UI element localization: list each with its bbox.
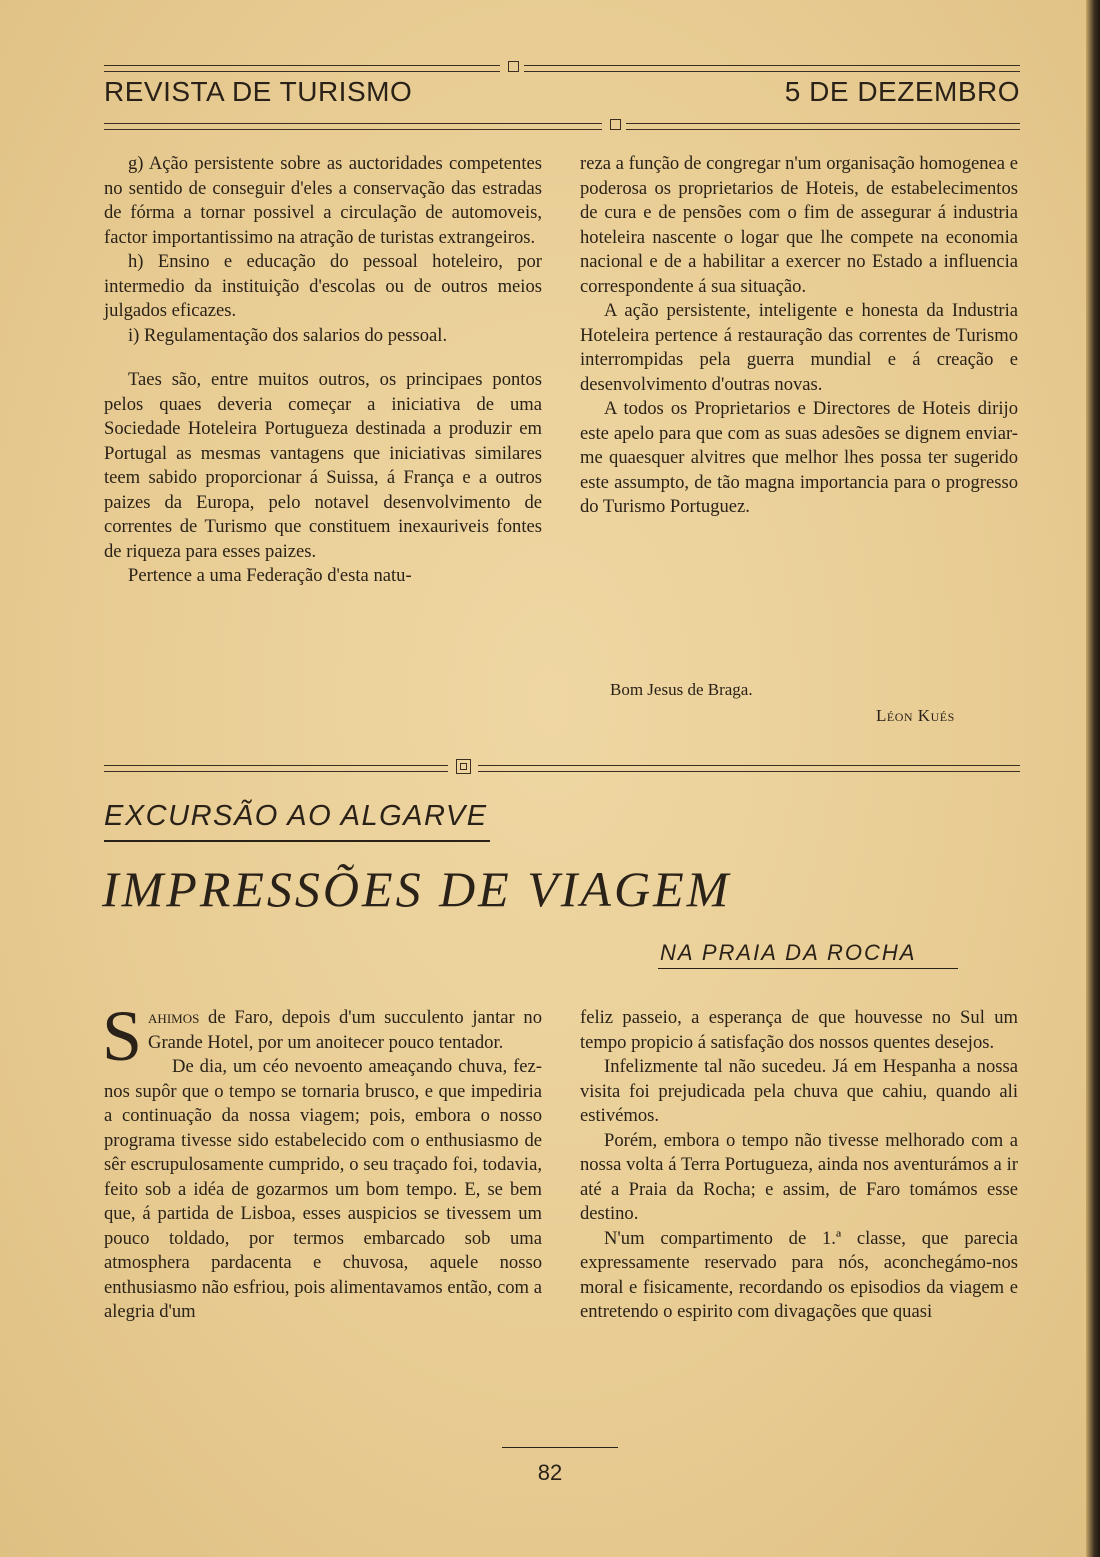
paragraph: Taes são, entre muitos outros, os principaes pontos pelos quaes deveria começar a iniciativa de uma Sociedade Hoteleira Portugueza destinada a produzir em Portugal as mesmas vantagens que iniciativas similares teem sabido proporcionar á Suissa, á França e a outros paizes da Europa, pelo notavel desenvolvimento de correntes de Turismo que constituem inexauriveis fontes de riqueza para esses paizes. — [104, 369, 542, 562]
section-divider-rule — [104, 762, 1020, 774]
opening-paragraph — [102, 996, 542, 1076]
lead-article-left-column — [104, 152, 542, 589]
paragraph: reza a função de congregar n'um organisação homogenea e poderosa os proprietarios de Hoteis, de estabelecimentos de cura e de pensões com o fim de assegurar á industria hoteleira nascente o logar que lhe compete na economia nacional e de a habilitar a exercer no Estado a influencia correspondente á sua situação. — [580, 153, 1018, 297]
opening-small-caps: ahimos — [148, 1007, 200, 1028]
paragraph: A ação persistente, inteligente e honesta da Industria Hoteleira pertence á restauração das correntes de Turismo interrompidas pela guerra mundial e á creação e desenvolvimento d'outras novas. — [580, 300, 1018, 395]
signature-author: Léon Kués — [876, 706, 955, 725]
kicker-underline — [104, 840, 490, 842]
feature-subtitle: NA PRAIA DA ROCHA — [660, 940, 917, 965]
opening-text: de Faro, depois d'um succulento jantar no Grande Hotel, por um anoitecer pouco tentador. — [148, 1007, 542, 1053]
page-edge-shadow — [1086, 0, 1100, 1557]
paragraph: N'um compartimento de 1.ª classe, que parecia expressamente reservado para nós, aconchegámo-nos moral e fisicamente, recordando os episodios da viagem e entretendo o espirito com divagações que quasi — [580, 1227, 1018, 1322]
feature-left-column — [102, 996, 542, 1325]
paragraph: feliz passeio, a esperança de que houvesse no Sul um tempo propicio á satisfação dos nossos quentes desejos. — [580, 1007, 1018, 1053]
running-title: REVISTA DE TURISMO — [104, 76, 413, 107]
paragraph: A todos os Proprietarios e Directores de Hoteis dirijo este apelo para que com as suas adesões se dignem enviar-me quaesquer alvitres que melhor lhes possa ter sugerido este assumpto, de tão magna importancia para o progresso do Turismo Portuguez. — [580, 398, 1018, 517]
footer-rule — [502, 1447, 618, 1448]
ornament-square-icon — [610, 119, 621, 130]
page-number: 82 — [537, 1460, 563, 1485]
paragraph: i) Regulamentação dos salarios do pessoal. — [128, 324, 448, 346]
paragraph: Porém, embora o tempo não tivesse melhorado com a nossa volta á Terra Portugueza, ainda nos aventurámos a ir até a Praia da Rocha; e assim, de Faro tomámos esse destino. — [580, 1129, 1018, 1224]
paragraph: Pertence a uma Federação d'esta natu- — [128, 565, 412, 586]
header-bottom-rule — [104, 120, 1020, 132]
signature-place: Bom Jesus de Braga. — [610, 680, 753, 699]
feature-title: IMPRESSÕES DE VIAGEM — [102, 861, 732, 917]
feature-right-column — [580, 1006, 1018, 1325]
section-kicker: EXCURSÃO AO ALGARVE — [104, 800, 488, 832]
paragraph: De dia, um céo nevoento ameaçando chuva, fez-nos supôr que o tempo se tornaria brusco, e que impediria a continuação da nossa viagem; pois, embora o nosso programa tivesse sido estabelecido com o enthusiasmo de sêr escrupulosamente cumprido, o seu traçado foi, todavia, feito sob a idéa de gozarmos um bom tempo. E, se bem que, á partida de Lisboa, esses auspicios se tivessem um pouco toldado, por termos embarcado sob uma atmosphera pardacenta e chuvosa, aquele nosso enthusiasmo não esfriou, pois alimentavamos então, com a alegria d'um — [104, 1056, 542, 1322]
header-top-rule — [104, 62, 1020, 74]
paragraph: g) Ação persistente sobre as auctoridades competentes no sentido de conseguir d'eles a conservação das estradas de fórma a tornar possivel a circulação de automoveis, factor importantissimo na atração de turistas extrangeiros. — [104, 153, 542, 248]
running-date: 5 DE DEZEMBRO — [784, 76, 1020, 107]
ornament-double-square-icon — [456, 759, 471, 774]
ornament-square-icon — [508, 61, 519, 72]
paragraph: Infelizmente tal não sucedeu. Já em Hespanha a nossa visita foi prejudicada pela chuva que cahiu, quando ali estivémos. — [580, 1056, 1018, 1126]
paragraph: h) Ensino e educação do pessoal hoteleiro, por intermedio da instituição d'escolas ou de outros meios julgados eficazes. — [104, 251, 542, 321]
subtitle-underline — [658, 968, 958, 969]
drop-cap: S — [102, 996, 143, 1076]
lead-article-right-column — [580, 152, 1018, 520]
